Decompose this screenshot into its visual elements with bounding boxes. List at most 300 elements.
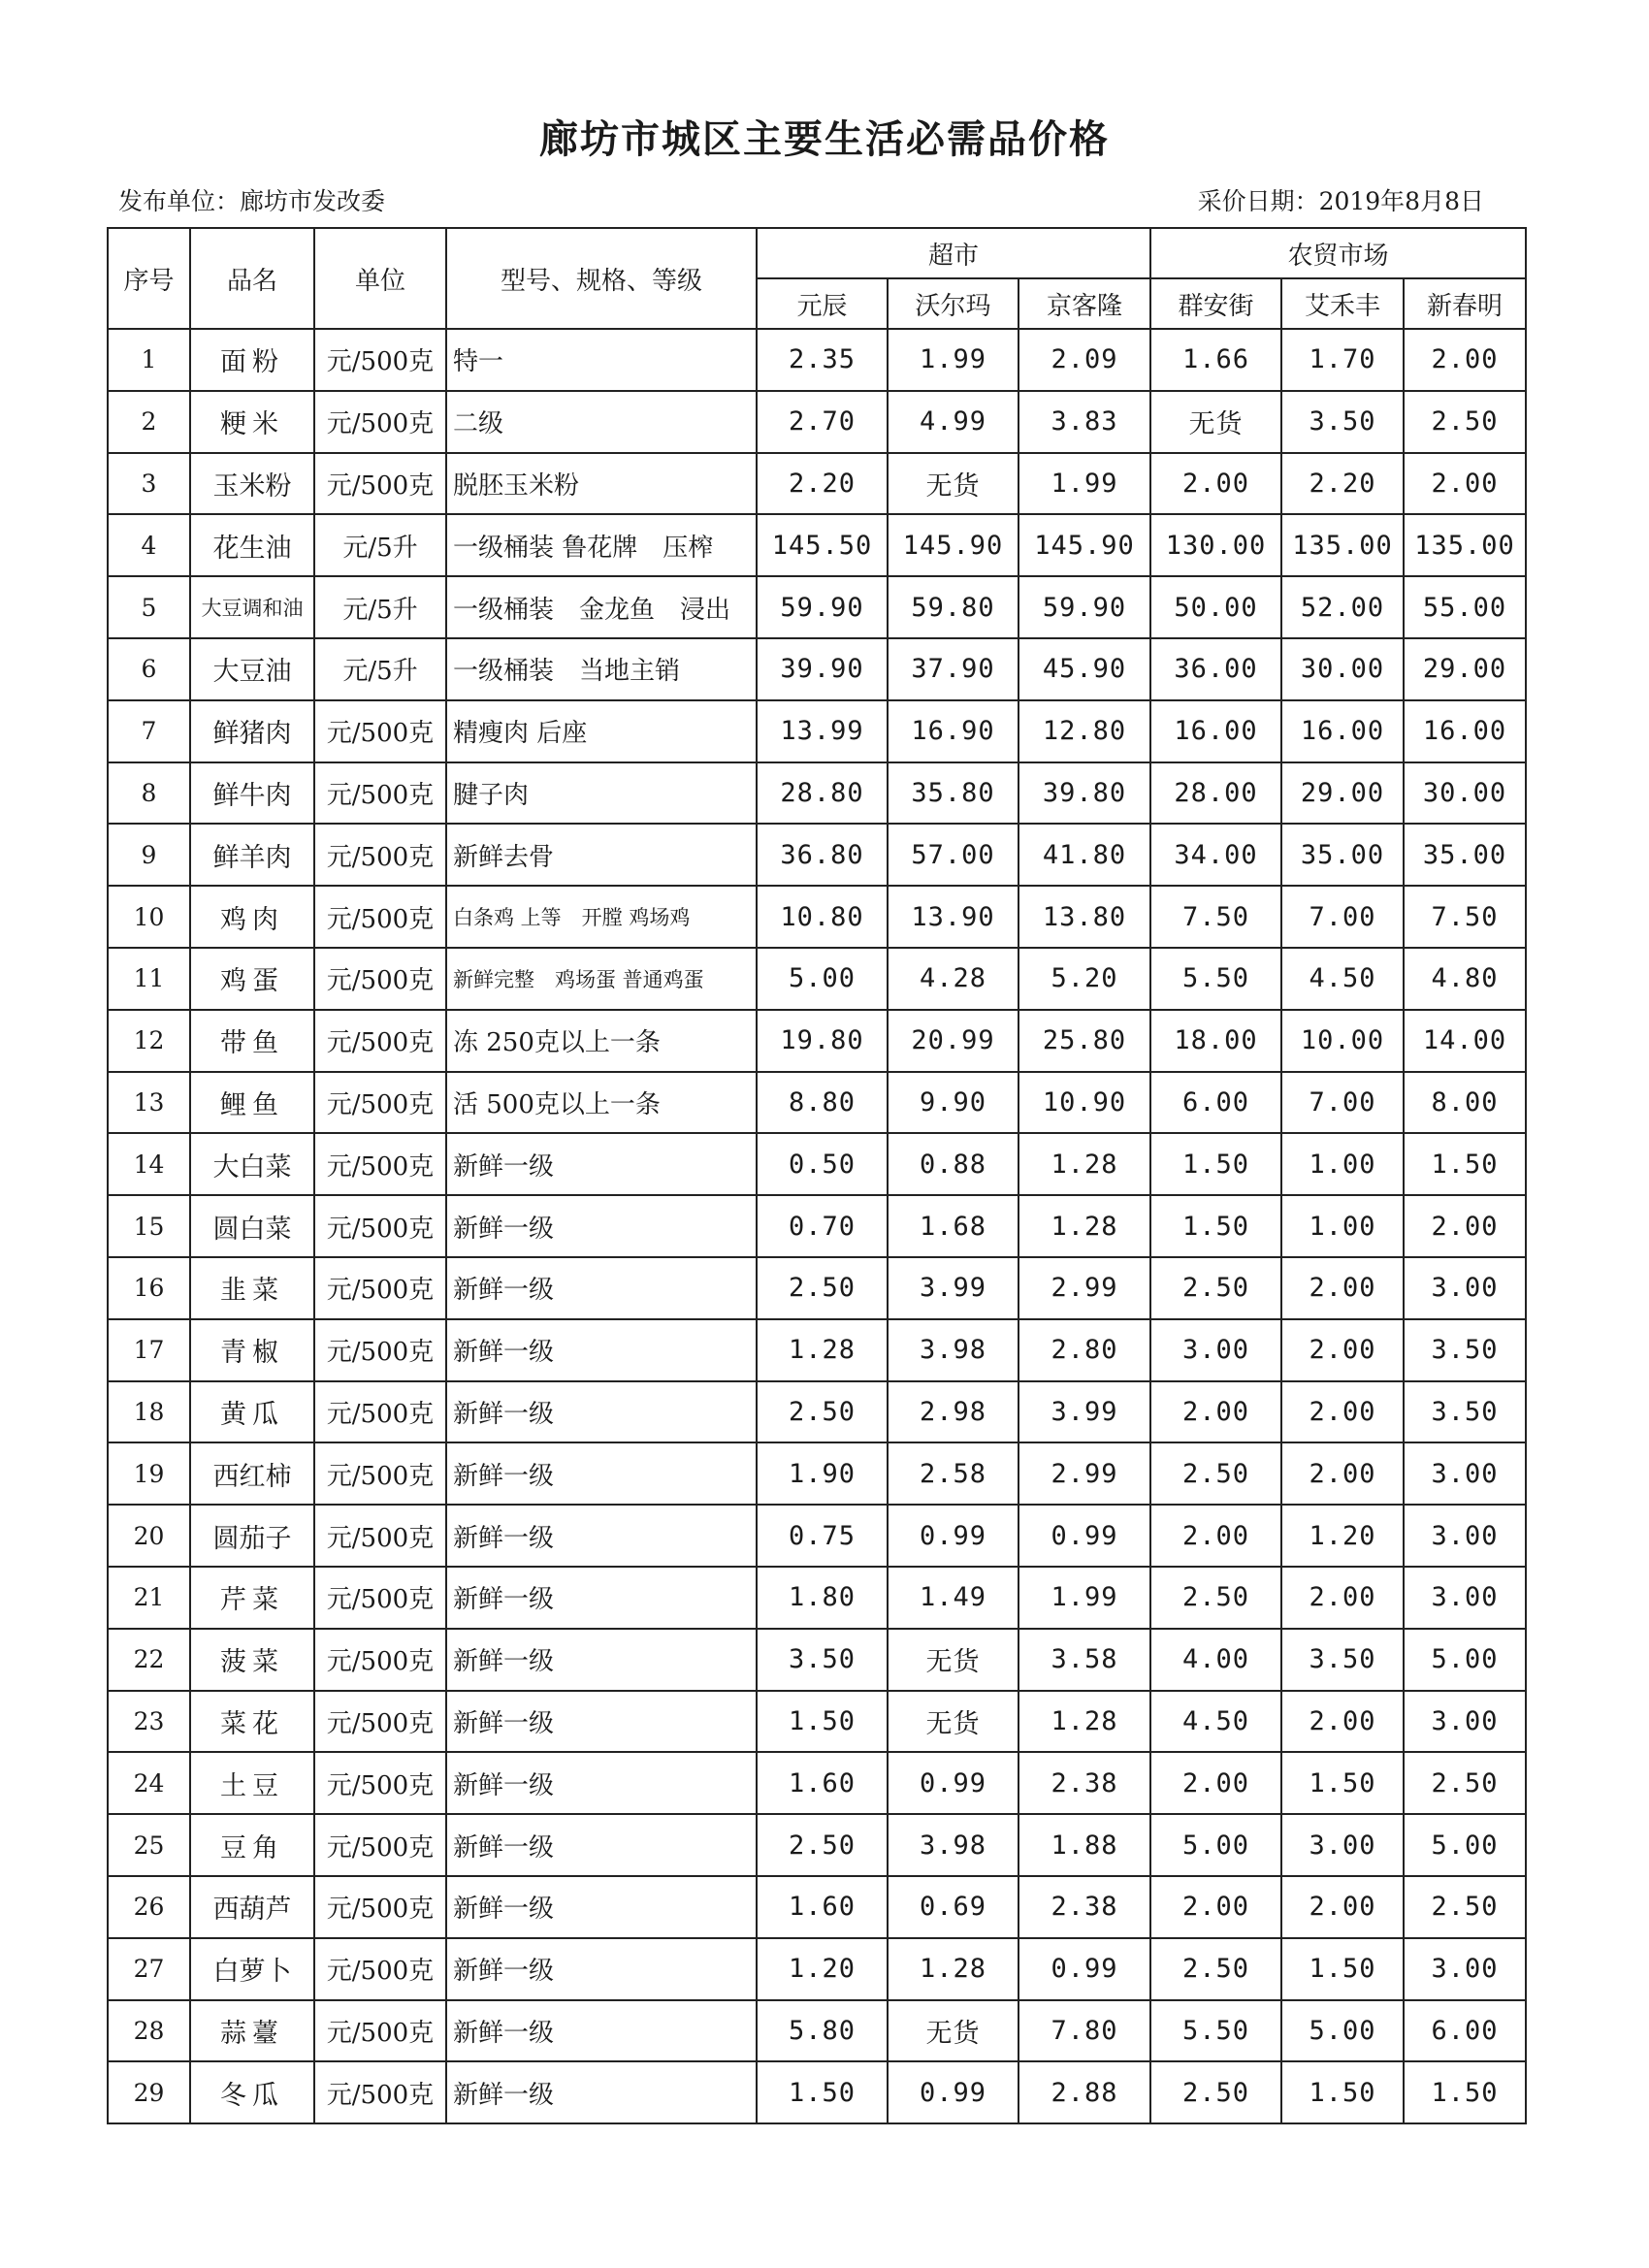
price-cell: 无货 <box>888 453 1018 515</box>
item-spec: 白条鸡 上等 开膛 鸡场鸡 <box>446 886 757 948</box>
item-unit: 元/500克 <box>314 1876 446 1938</box>
row-number: 5 <box>108 576 190 638</box>
price-cell: 12.80 <box>1018 700 1150 762</box>
header-name: 品名 <box>190 228 314 329</box>
item-unit: 元/500克 <box>314 1814 446 1876</box>
item-unit: 元/500克 <box>314 1381 446 1443</box>
page-title: 廊坊市城区主要生活必需品价格 <box>539 117 1110 162</box>
price-cell: 36.80 <box>757 824 888 886</box>
price-cell: 135.00 <box>1404 514 1526 576</box>
price-cell: 13.80 <box>1018 886 1150 948</box>
item-name: 西红柿 <box>190 1442 314 1505</box>
table-row <box>108 1814 1526 1876</box>
price-cell: 2.00 <box>1150 1876 1281 1938</box>
table-row <box>108 514 1526 576</box>
price-cell: 2.00 <box>1404 1195 1526 1257</box>
item-name: 豆角 <box>190 1814 314 1876</box>
row-number: 9 <box>108 824 190 886</box>
price-cell: 无货 <box>888 1691 1018 1753</box>
price-cell: 39.80 <box>1018 762 1150 825</box>
price-cell: 2.50 <box>1150 1938 1281 2000</box>
item-spec: 新鲜一级 <box>446 2061 757 2123</box>
price-cell: 1.68 <box>888 1195 1018 1257</box>
price-cell: 3.00 <box>1404 1691 1526 1753</box>
table-row <box>108 576 1526 638</box>
price-cell: 145.90 <box>888 514 1018 576</box>
price-cell: 7.80 <box>1018 2000 1150 2062</box>
price-cell: 3.00 <box>1404 1257 1526 1319</box>
price-cell: 3.00 <box>1404 1505 1526 1567</box>
price-cell: 0.99 <box>888 1505 1018 1567</box>
item-unit: 元/500克 <box>314 1567 446 1629</box>
row-number: 21 <box>108 1567 190 1629</box>
price-cell: 2.99 <box>1018 1257 1150 1319</box>
price-cell: 1.99 <box>1018 1567 1150 1629</box>
item-name: 大豆调和油 <box>190 576 314 638</box>
price-cell: 28.00 <box>1150 762 1281 825</box>
item-spec: 新鲜一级 <box>446 1442 757 1505</box>
price-cell: 2.99 <box>1018 1442 1150 1505</box>
header-store-walmart: 沃尔玛 <box>888 278 1018 329</box>
item-spec: 新鲜一级 <box>446 1133 757 1195</box>
item-unit: 元/500克 <box>314 2000 446 2062</box>
header-store-xinchunming: 新春明 <box>1404 278 1526 329</box>
header-group-market: 农贸市场 <box>1150 228 1526 278</box>
price-cell: 1.28 <box>1018 1195 1150 1257</box>
price-cell: 7.50 <box>1404 886 1526 948</box>
item-name: 菜花 <box>190 1691 314 1753</box>
row-number: 28 <box>108 2000 190 2062</box>
item-unit: 元/500克 <box>314 948 446 1010</box>
price-cell: 2.50 <box>757 1814 888 1876</box>
item-name: 芹菜 <box>190 1567 314 1629</box>
row-number: 6 <box>108 638 190 700</box>
price-cell: 1.20 <box>757 1938 888 2000</box>
price-cell: 1.28 <box>1018 1133 1150 1195</box>
table-row <box>108 824 1526 886</box>
price-cell: 2.88 <box>1018 2061 1150 2123</box>
price-cell: 1.60 <box>757 1752 888 1814</box>
price-cell: 1.28 <box>888 1938 1018 2000</box>
price-cell: 7.00 <box>1281 1072 1404 1134</box>
price-cell: 3.50 <box>1281 1629 1404 1691</box>
price-cell: 52.00 <box>1281 576 1404 638</box>
row-number: 14 <box>108 1133 190 1195</box>
price-cell: 35.00 <box>1404 824 1526 886</box>
price-cell: 13.90 <box>888 886 1018 948</box>
item-unit: 元/500克 <box>314 1010 446 1072</box>
item-spec: 活 500克以上一条 <box>446 1072 757 1134</box>
price-cell: 1.50 <box>1404 1133 1526 1195</box>
item-spec: 一级桶装 鲁花牌 压榨 <box>446 514 757 576</box>
price-cell: 5.00 <box>1281 2000 1404 2062</box>
price-cell: 2.35 <box>757 329 888 391</box>
item-spec: 特一 <box>446 329 757 391</box>
row-number: 16 <box>108 1257 190 1319</box>
item-unit: 元/500克 <box>314 1938 446 2000</box>
price-cell: 29.00 <box>1281 762 1404 825</box>
table-row <box>108 1133 1526 1195</box>
price-date-label: 采价日期：2019年8月8日 <box>1197 187 1484 215</box>
price-cell: 10.80 <box>757 886 888 948</box>
table-row <box>108 1505 1526 1567</box>
price-cell: 3.00 <box>1404 1567 1526 1629</box>
price-cell: 4.50 <box>1281 948 1404 1010</box>
price-cell: 16.00 <box>1281 700 1404 762</box>
price-cell: 36.00 <box>1150 638 1281 700</box>
price-cell: 1.00 <box>1281 1133 1404 1195</box>
price-cell: 7.50 <box>1150 886 1281 948</box>
price-cell: 2.50 <box>1404 391 1526 453</box>
price-cell: 1.60 <box>757 1876 888 1938</box>
price-cell: 59.80 <box>888 576 1018 638</box>
item-spec: 新鲜去骨 <box>446 824 757 886</box>
item-unit: 元/500克 <box>314 1257 446 1319</box>
item-unit: 元/5升 <box>314 576 446 638</box>
item-name: 鸡蛋 <box>190 948 314 1010</box>
price-cell: 4.00 <box>1150 1629 1281 1691</box>
price-cell: 8.80 <box>757 1072 888 1134</box>
item-name: 鲜猪肉 <box>190 700 314 762</box>
item-spec: 新鲜一级 <box>446 1752 757 1814</box>
item-name: 面粉 <box>190 329 314 391</box>
header-store-yuanchen: 元辰 <box>757 278 888 329</box>
price-cell: 41.80 <box>1018 824 1150 886</box>
table-row <box>108 1257 1526 1319</box>
item-spec: 新鲜一级 <box>446 1567 757 1629</box>
price-cell: 1.28 <box>757 1319 888 1381</box>
row-number: 4 <box>108 514 190 576</box>
table-row <box>108 762 1526 825</box>
price-cell: 5.80 <box>757 2000 888 2062</box>
row-number: 27 <box>108 1938 190 2000</box>
table-row <box>108 391 1526 453</box>
price-cell: 1.70 <box>1281 329 1404 391</box>
price-cell: 16.90 <box>888 700 1018 762</box>
price-cell: 3.99 <box>1018 1381 1150 1443</box>
price-cell: 135.00 <box>1281 514 1404 576</box>
row-number: 12 <box>108 1010 190 1072</box>
item-unit: 元/500克 <box>314 1629 446 1691</box>
item-unit: 元/500克 <box>314 329 446 391</box>
row-number: 23 <box>108 1691 190 1753</box>
price-cell: 2.58 <box>888 1442 1018 1505</box>
item-unit: 元/500克 <box>314 1691 446 1753</box>
price-cell: 1.88 <box>1018 1814 1150 1876</box>
item-unit: 元/500克 <box>314 1319 446 1381</box>
price-cell: 0.50 <box>757 1133 888 1195</box>
row-number: 18 <box>108 1381 190 1443</box>
price-cell: 3.98 <box>888 1814 1018 1876</box>
price-cell: 2.00 <box>1281 1257 1404 1319</box>
price-cell: 3.50 <box>757 1629 888 1691</box>
price-cell: 1.50 <box>1281 2061 1404 2123</box>
price-cell: 39.90 <box>757 638 888 700</box>
price-cell: 4.99 <box>888 391 1018 453</box>
price-cell: 0.99 <box>1018 1505 1150 1567</box>
row-number: 3 <box>108 453 190 515</box>
price-cell: 3.99 <box>888 1257 1018 1319</box>
price-cell: 5.00 <box>1404 1629 1526 1691</box>
item-name: 鲤鱼 <box>190 1072 314 1134</box>
price-cell: 1.80 <box>757 1567 888 1629</box>
price-cell: 2.00 <box>1281 1876 1404 1938</box>
price-cell: 20.99 <box>888 1010 1018 1072</box>
price-cell: 2.20 <box>757 453 888 515</box>
item-spec: 新鲜一级 <box>446 1505 757 1567</box>
price-cell: 3.50 <box>1404 1381 1526 1443</box>
price-cell: 1.50 <box>1281 1938 1404 2000</box>
price-cell: 2.50 <box>1150 1567 1281 1629</box>
price-cell: 2.20 <box>1281 453 1404 515</box>
item-unit: 元/500克 <box>314 453 446 515</box>
item-spec: 一级桶装 当地主销 <box>446 638 757 700</box>
price-cell: 5.00 <box>757 948 888 1010</box>
item-name: 圆茄子 <box>190 1505 314 1567</box>
item-spec: 新鲜一级 <box>446 1257 757 1319</box>
price-cell: 0.88 <box>888 1133 1018 1195</box>
price-cell: 0.99 <box>888 1752 1018 1814</box>
table-row <box>108 1010 1526 1072</box>
price-cell: 1.28 <box>1018 1691 1150 1753</box>
item-spec: 新鲜一级 <box>446 1195 757 1257</box>
row-number: 7 <box>108 700 190 762</box>
item-spec: 新鲜一级 <box>446 1691 757 1753</box>
item-spec: 脱胚玉米粉 <box>446 453 757 515</box>
price-cell: 130.00 <box>1150 514 1281 576</box>
price-cell: 1.99 <box>888 329 1018 391</box>
table-row <box>108 2061 1526 2123</box>
price-cell: 2.50 <box>757 1381 888 1443</box>
price-cell: 1.20 <box>1281 1505 1404 1567</box>
row-number: 1 <box>108 329 190 391</box>
price-cell: 57.00 <box>888 824 1018 886</box>
price-cell: 10.00 <box>1281 1010 1404 1072</box>
price-cell: 2.00 <box>1281 1319 1404 1381</box>
table-row <box>108 329 1526 391</box>
price-cell: 2.50 <box>1150 1257 1281 1319</box>
item-name: 鲜牛肉 <box>190 762 314 825</box>
item-name: 鸡肉 <box>190 886 314 948</box>
item-spec: 腱子肉 <box>446 762 757 825</box>
price-cell: 3.98 <box>888 1319 1018 1381</box>
price-cell: 3.50 <box>1281 391 1404 453</box>
price-cell: 3.50 <box>1404 1319 1526 1381</box>
price-cell: 2.00 <box>1281 1442 1404 1505</box>
price-cell: 2.38 <box>1018 1752 1150 1814</box>
item-spec: 新鲜完整 鸡场蛋 普通鸡蛋 <box>446 948 757 1010</box>
price-cell: 1.50 <box>1281 1752 1404 1814</box>
price-cell: 3.00 <box>1150 1319 1281 1381</box>
row-number: 10 <box>108 886 190 948</box>
item-unit: 元/5升 <box>314 514 446 576</box>
price-cell: 1.50 <box>757 2061 888 2123</box>
price-cell: 无货 <box>1150 391 1281 453</box>
price-cell: 13.99 <box>757 700 888 762</box>
item-spec: 新鲜一级 <box>446 1629 757 1691</box>
price-cell: 2.00 <box>1281 1691 1404 1753</box>
price-cell: 8.00 <box>1404 1072 1526 1134</box>
price-cell: 2.70 <box>757 391 888 453</box>
header-store-qunanjie: 群安街 <box>1150 278 1281 329</box>
price-cell: 55.00 <box>1404 576 1526 638</box>
price-cell: 59.90 <box>757 576 888 638</box>
price-cell: 2.80 <box>1018 1319 1150 1381</box>
price-cell: 2.38 <box>1018 1876 1150 1938</box>
item-name: 大豆油 <box>190 638 314 700</box>
item-name: 圆白菜 <box>190 1195 314 1257</box>
price-cell: 35.00 <box>1281 824 1404 886</box>
price-cell: 7.00 <box>1281 886 1404 948</box>
item-name: 土豆 <box>190 1752 314 1814</box>
table-row <box>108 1876 1526 1938</box>
price-cell: 16.00 <box>1150 700 1281 762</box>
item-spec: 新鲜一级 <box>446 1814 757 1876</box>
item-name: 青椒 <box>190 1319 314 1381</box>
header-store-jingkelong: 京客隆 <box>1018 278 1150 329</box>
item-unit: 元/500克 <box>314 824 446 886</box>
price-cell: 0.99 <box>1018 1938 1150 2000</box>
price-cell: 2.50 <box>1404 1752 1526 1814</box>
table-row <box>108 1195 1526 1257</box>
item-name: 西葫芦 <box>190 1876 314 1938</box>
price-cell: 2.50 <box>1150 1442 1281 1505</box>
price-cell: 3.58 <box>1018 1629 1150 1691</box>
price-cell: 19.80 <box>757 1010 888 1072</box>
table-row <box>108 638 1526 700</box>
item-unit: 元/5升 <box>314 638 446 700</box>
price-cell: 2.00 <box>1150 1752 1281 1814</box>
item-name: 蒜薹 <box>190 2000 314 2062</box>
table-row <box>108 1567 1526 1629</box>
item-spec: 精瘦肉 后座 <box>446 700 757 762</box>
price-cell: 2.00 <box>1150 1381 1281 1443</box>
price-cell: 无货 <box>888 1629 1018 1691</box>
price-cell: 145.90 <box>1018 514 1150 576</box>
row-number: 25 <box>108 1814 190 1876</box>
price-cell: 1.00 <box>1281 1195 1404 1257</box>
item-unit: 元/500克 <box>314 1072 446 1134</box>
item-name: 鲜羊肉 <box>190 824 314 886</box>
price-cell: 0.70 <box>757 1195 888 1257</box>
price-cell: 2.00 <box>1150 1505 1281 1567</box>
item-unit: 元/500克 <box>314 700 446 762</box>
row-number: 29 <box>108 2061 190 2123</box>
price-cell: 2.00 <box>1281 1567 1404 1629</box>
price-cell: 无货 <box>888 2000 1018 2062</box>
header-store-aihefeng: 艾禾丰 <box>1281 278 1404 329</box>
header-spec: 型号、规格、等级 <box>446 228 757 329</box>
price-cell: 1.50 <box>1150 1195 1281 1257</box>
header-no: 序号 <box>108 228 190 329</box>
table-row <box>108 1442 1526 1505</box>
price-cell: 1.50 <box>757 1691 888 1753</box>
price-cell: 1.50 <box>1150 1133 1281 1195</box>
price-cell: 5.00 <box>1150 1814 1281 1876</box>
price-cell: 2.98 <box>888 1381 1018 1443</box>
price-cell: 3.00 <box>1281 1814 1404 1876</box>
row-number: 11 <box>108 948 190 1010</box>
table-row <box>108 1938 1526 2000</box>
price-cell: 59.90 <box>1018 576 1150 638</box>
item-name: 大白菜 <box>190 1133 314 1195</box>
price-cell: 5.50 <box>1150 948 1281 1010</box>
price-cell: 34.00 <box>1150 824 1281 886</box>
header-group-supermarket: 超市 <box>757 228 1150 278</box>
publisher-label: 发布单位：廊坊市发改委 <box>118 187 386 215</box>
price-cell: 45.90 <box>1018 638 1150 700</box>
price-cell: 5.20 <box>1018 948 1150 1010</box>
item-unit: 元/500克 <box>314 1752 446 1814</box>
item-unit: 元/500克 <box>314 1505 446 1567</box>
item-name: 玉米粉 <box>190 453 314 515</box>
item-spec: 二级 <box>446 391 757 453</box>
table-body <box>108 329 1526 2123</box>
price-cell: 3.00 <box>1404 1938 1526 2000</box>
table-row <box>108 1629 1526 1691</box>
price-cell: 4.80 <box>1404 948 1526 1010</box>
price-cell: 4.28 <box>888 948 1018 1010</box>
table-row <box>108 453 1526 515</box>
price-cell: 2.50 <box>757 1257 888 1319</box>
price-cell: 1.49 <box>888 1567 1018 1629</box>
item-name: 黄瓜 <box>190 1381 314 1443</box>
item-spec: 新鲜一级 <box>446 1876 757 1938</box>
table-row <box>108 1691 1526 1753</box>
row-number: 26 <box>108 1876 190 1938</box>
item-spec: 新鲜一级 <box>446 1938 757 2000</box>
item-unit: 元/500克 <box>314 886 446 948</box>
table-row <box>108 1752 1526 1814</box>
price-cell: 3.83 <box>1018 391 1150 453</box>
row-number: 19 <box>108 1442 190 1505</box>
row-number: 2 <box>108 391 190 453</box>
price-cell: 1.90 <box>757 1442 888 1505</box>
price-cell: 0.99 <box>888 2061 1018 2123</box>
price-cell: 2.00 <box>1404 329 1526 391</box>
price-cell: 16.00 <box>1404 700 1526 762</box>
price-cell: 50.00 <box>1150 576 1281 638</box>
header-unit: 单位 <box>314 228 446 329</box>
price-cell: 35.80 <box>888 762 1018 825</box>
price-cell: 25.80 <box>1018 1010 1150 1072</box>
price-cell: 2.00 <box>1404 453 1526 515</box>
item-unit: 元/500克 <box>314 1195 446 1257</box>
price-cell: 2.00 <box>1150 453 1281 515</box>
price-cell: 18.00 <box>1150 1010 1281 1072</box>
row-number: 20 <box>108 1505 190 1567</box>
item-spec: 冻 250克以上一条 <box>446 1010 757 1072</box>
table-header-row <box>108 228 1526 278</box>
row-number: 13 <box>108 1072 190 1134</box>
item-name: 冬瓜 <box>190 2061 314 2123</box>
price-cell: 30.00 <box>1281 638 1404 700</box>
item-name: 菠菜 <box>190 1629 314 1691</box>
price-cell: 1.99 <box>1018 453 1150 515</box>
price-cell: 0.69 <box>888 1876 1018 1938</box>
item-name: 粳米 <box>190 391 314 453</box>
table-row <box>108 1319 1526 1381</box>
table-row <box>108 1072 1526 1134</box>
price-cell: 29.00 <box>1404 638 1526 700</box>
row-number: 15 <box>108 1195 190 1257</box>
item-name: 带鱼 <box>190 1010 314 1072</box>
item-spec: 新鲜一级 <box>446 1381 757 1443</box>
table-row <box>108 948 1526 1010</box>
row-number: 24 <box>108 1752 190 1814</box>
price-cell: 4.50 <box>1150 1691 1281 1753</box>
price-cell: 5.50 <box>1150 2000 1281 2062</box>
